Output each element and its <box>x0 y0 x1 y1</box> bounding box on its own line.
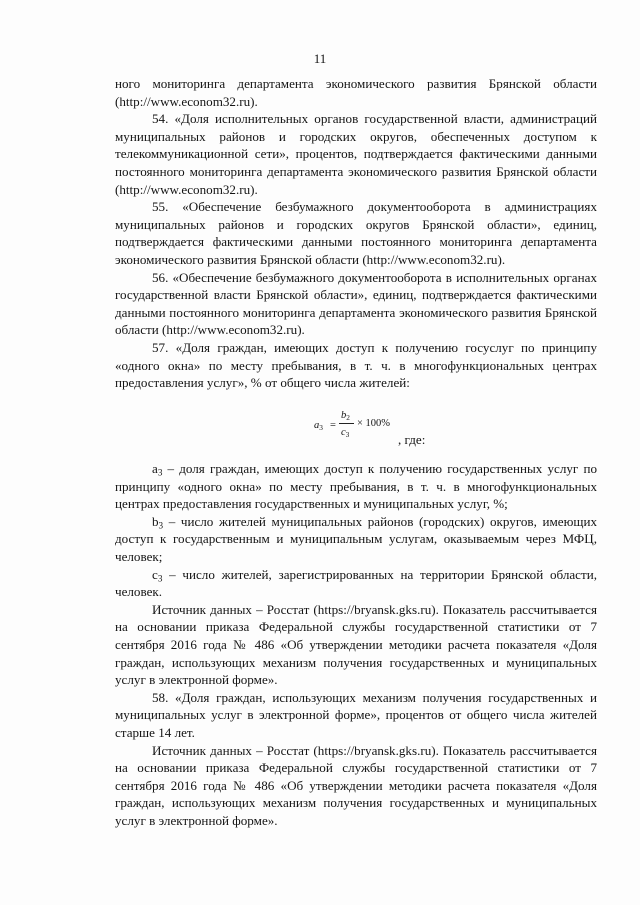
fraction-bar <box>339 423 354 424</box>
paragraph-continuation: ного мониторинга департамента экономического развития Брянской области (http://www.econom32.ru). <box>115 76 597 109</box>
definition-b3: $b_3$ – число жителей муниципальных районов (городских) округов, имеющих доступ к государственным и муниципальным услугам, оказываемым через МФЦ, человек; <box>115 513 597 564</box>
formula-numerator: $b_2$ <box>341 410 350 422</box>
formula-equals: = <box>330 420 336 431</box>
paragraph-55: 55. «Обеспечение безбумажного документооборота в администрациях муниципальных районов и городских округов Брянской области», единиц, подтверждается фактическими данными постоянного мониторинга департамента экономического развития Брянской области (http://www.econom32.ru). <box>115 199 597 267</box>
formula-lhs: $a_3$ <box>314 420 323 432</box>
page-number: 11 <box>313 51 327 66</box>
paragraph-54: 54. «Доля исполнительных органов государственной власти, администраций муниципальных районов и городских округов, обеспеченных доступом к телекоммуникационной сети», процентов, подтверждается фактическими данными постоянного мониторинга департамента экономического развития Брянской области (http://www.econom32.ru). <box>115 111 597 197</box>
text-block-top <box>115 75 597 392</box>
paragraph-source-1: Источник данных – Росстат (https://bryansk.gks.ru). Показатель рассчитывается на основании приказа Федеральной службы государственной статистики от 7 сентября 2016 года № 486 «Об утверждении методики расчета показателя «Доля граждан, использующих механизм получения государственных и муниципальных услуг в электронной форме». <box>115 601 597 688</box>
formula <box>0 400 640 450</box>
formula-multiplier: × 100% <box>357 418 391 429</box>
paragraph-58: 58. «Доля граждан, использующих механизм получения государственных и муниципальных услуг в электронной форме», процентов от общего числа жителей старше 14 лет. <box>115 689 597 740</box>
text-block-bottom <box>115 460 597 829</box>
definition-a3: $a_3$ – доля граждан, имеющих доступ к получению государственных услуг по принципу «одного окна» по месту пребывания, в т. ч. в многофункциональных центрах предоставления государственных и муниципальных услуг, %; <box>115 461 597 512</box>
definition-c3: $c_3$ – число жителей, зарегистрированных на территории Брянской области, человек. <box>115 566 597 600</box>
paragraph-57: 57. «Доля граждан, имеющих доступ к получению госуслуг по принципу «одного окна» по месту пребывания, в т. ч. в многофункциональных центрах предоставления услуг», % от общего числа жителей: <box>115 339 597 391</box>
formula-suffix: , где: <box>398 432 426 447</box>
paragraph-source-2: Источник данных – Росстат (https://bryansk.gks.ru). Показатель рассчитывается на основании приказа Федеральной службы государственной статистики от 7 сентября 2016 года № 486 «Об утверждении методики расчета показателя «Доля граждан, использующих механизм получения государственных и муниципальных услуг в электронной форме». <box>115 742 597 828</box>
paragraph-56: 56. «Обеспечение безбумажного документооборота в исполнительных органах государственной власти Брянской области», единиц, подтверждается фактическими данными постоянного мониторинга департамента экономического развития Брянской области (http://www.econom32.ru). <box>115 269 597 338</box>
formula-denominator: $c_3$ <box>341 427 350 439</box>
